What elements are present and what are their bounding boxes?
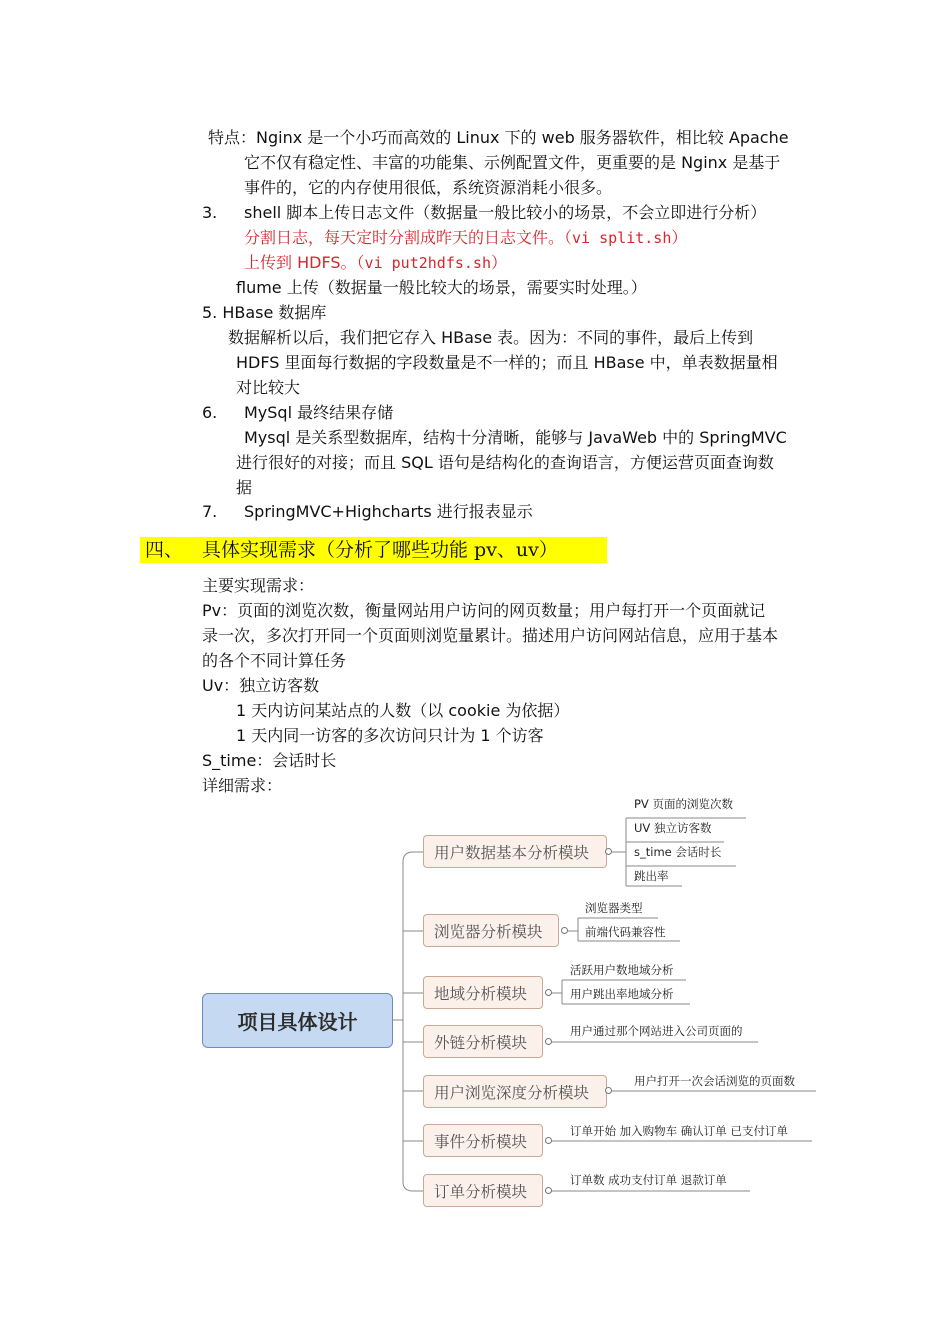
item-5-title: 5. HBase 数据库	[202, 303, 327, 322]
branch-user-data-basic: 用户数据基本分析模块	[423, 835, 607, 868]
collapse-knob-icon[interactable]	[545, 989, 552, 996]
leaf-bounce-rate: 跳出率	[634, 869, 669, 883]
pv-line-2: 录一次，多次打开同一个页面则浏览量累计。描述用户访问网站信息，应用于基本	[202, 626, 779, 645]
leaf-bounce-region: 用户跳出率地域分析	[570, 987, 674, 1001]
collapse-knob-icon[interactable]	[605, 1087, 612, 1094]
leaf-order-stats: 订单数 成功支付订单 退款订单	[570, 1173, 727, 1187]
pv-line-3: 的各个不同计算任务	[202, 651, 347, 670]
collapse-knob-icon[interactable]	[545, 1187, 552, 1194]
leaf-browser-type: 浏览器类型	[585, 901, 643, 915]
item-3-number: 3.	[202, 203, 218, 222]
stime-line: S_time：会话时长	[202, 751, 337, 770]
item-6-desc-3: 据	[236, 478, 253, 497]
leaf-order-events: 订单开始 加入购物车 确认订单 已支付订单	[570, 1124, 788, 1138]
pv-line-1: Pv：页面的浏览次数，衡量网站用户访问的网页数量；用户每打开一个页面就记	[202, 601, 766, 620]
branch-external-link: 外链分析模块	[423, 1025, 543, 1058]
leaf-stime: s_time 会话时长	[634, 845, 722, 859]
uv-line: Uv：独立访客数	[202, 676, 320, 695]
item-7-number: 7.	[202, 502, 218, 521]
detail-label: 详细需求：	[202, 776, 283, 795]
collapse-knob-icon[interactable]	[561, 927, 568, 934]
item-7-text: SpringMVC+Highcharts 进行报表显示	[244, 502, 533, 521]
uv-detail-1: 1 天内访问某站点的人数（以 cookie 为依据）	[236, 701, 570, 720]
item-6-number: 6.	[202, 403, 218, 422]
section-number: 四、	[145, 539, 184, 561]
branch-order: 订单分析模块	[423, 1174, 543, 1207]
branch-region: 地域分析模块	[423, 976, 543, 1009]
branch-browse-depth: 用户浏览深度分析模块	[423, 1075, 607, 1108]
branch-browser: 浏览器分析模块	[423, 914, 559, 947]
collapse-knob-icon[interactable]	[545, 1137, 552, 1144]
upload-mid: 。（	[340, 253, 365, 272]
item-6-desc-2: 进行很好的对接；而且 SQL 语句是结构化的查询语言，方便运营页面查询数	[236, 453, 774, 472]
item-5-desc-3: 对比较大	[236, 378, 301, 397]
leaf-uv: UV 独立访客数	[634, 821, 712, 835]
leaf-session-pages: 用户打开一次会话浏览的页面数	[634, 1074, 795, 1088]
item-3-text: shell 脚本上传日志文件（数据量一般比较小的场景，不会立即进行分析）	[244, 203, 767, 222]
item-5-desc-2: HDFS 里面每行数据的字段数量是不一样的；而且 HBase 中，单表数据量相	[236, 353, 778, 372]
collapse-knob-icon[interactable]	[605, 848, 612, 855]
upload-hdfs: HDFS	[297, 253, 341, 272]
item-6-desc-1: Mysql 是关系型数据库，结构十分清晰，能够与 JavaWeb 中的 SpringMVC	[244, 428, 787, 447]
mindmap-root: 项目具体设计	[202, 993, 393, 1048]
split-log-end: ）	[671, 228, 688, 247]
section-title: 具体实现需求（分析了哪些功能 pv、uv）	[202, 539, 558, 561]
feature-line-2: 它不仅有稳定性、丰富的功能集、示例配置文件，更重要的是 Nginx 是基于	[244, 153, 781, 172]
feature-line-3: 事件的，它的内存使用很低，系统资源消耗小很多。	[244, 178, 613, 197]
leaf-referrer: 用户通过那个网站进入公司页面的	[570, 1024, 743, 1038]
item-6-text: MySql 最终结果存储	[244, 403, 394, 422]
flume-line: flume 上传（数据量一般比较大的场景，需要实时处理。）	[236, 278, 647, 297]
requirements-intro: 主要实现需求：	[202, 576, 315, 595]
item-5-desc-1: 数据解析以后，我们把它存入 HBase 表。因为：不同的事件，最后上传到	[228, 328, 754, 347]
branch-event: 事件分析模块	[423, 1124, 543, 1157]
leaf-frontend-compat: 前端代码兼容性	[585, 925, 666, 939]
leaf-active-users-region: 活跃用户数地域分析	[570, 963, 674, 977]
upload-end: ）	[490, 253, 507, 272]
feature-line-1: 特点：Nginx 是一个小巧而高效的 Linux 下的 web 服务器软件，相比较 Apache	[208, 128, 789, 147]
split-log-code: vi split.sh	[572, 229, 672, 247]
split-log-text: 分割日志，每天定时分割成昨天的日志文件。（	[244, 228, 573, 247]
upload-text: 上传到	[244, 253, 298, 272]
collapse-knob-icon[interactable]	[545, 1038, 552, 1045]
uv-detail-2: 1 天内同一访客的多次访问只计为 1 个访客	[236, 726, 544, 745]
leaf-pv: PV 页面的浏览次数	[634, 797, 733, 811]
upload-code: vi put2hdfs.sh	[364, 254, 491, 272]
